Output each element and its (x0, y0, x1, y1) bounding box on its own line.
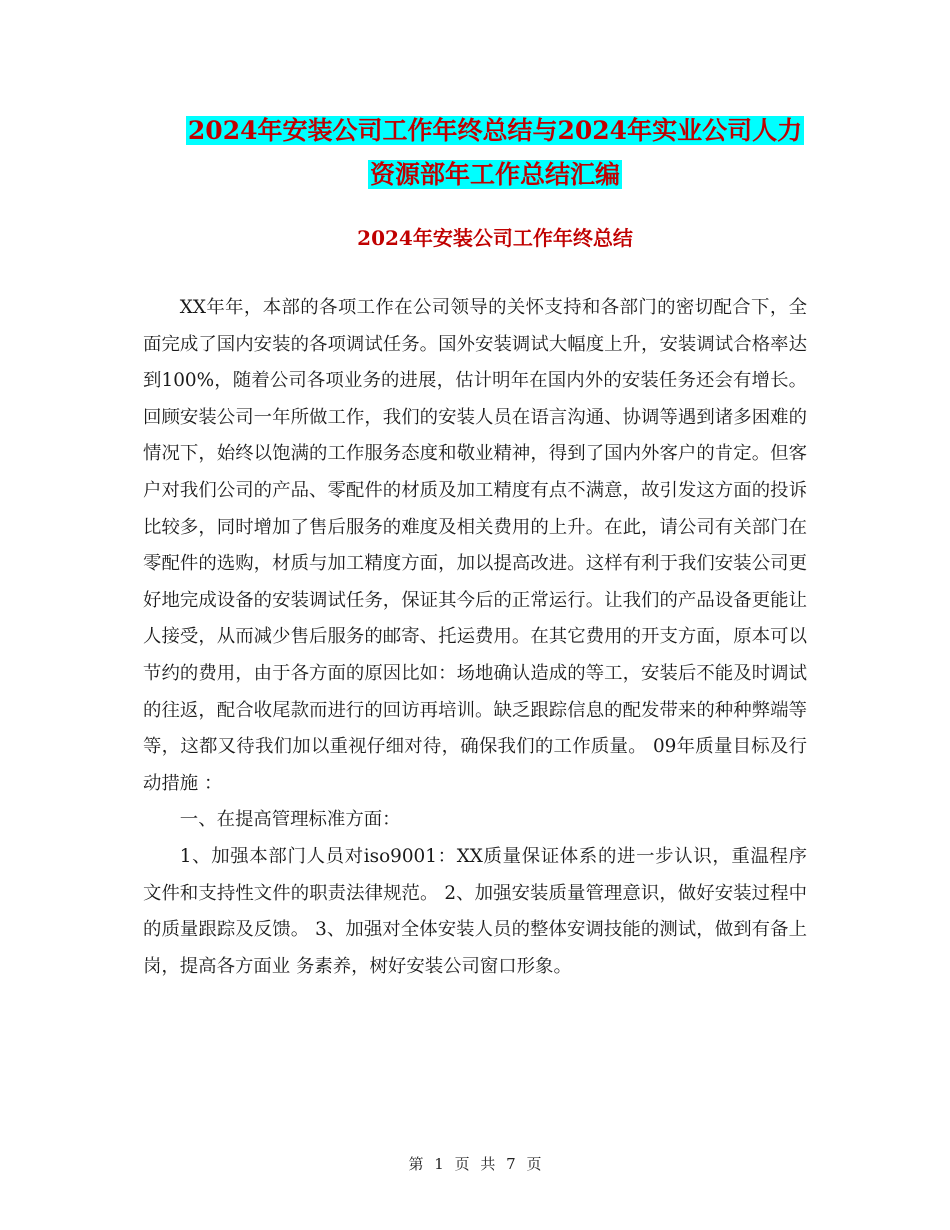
main-title-line-2-text: 资源部年工作总结汇编 (369, 160, 620, 189)
main-title-line-1-text: 2024年安装公司工作年终总结与2024年实业公司人力 (187, 116, 803, 145)
main-title-line-2 (140, 152, 850, 198)
main-title-line-1 (140, 108, 850, 154)
page-footer: 第 1 页 共 7 页 (408, 1155, 542, 1173)
paragraph: 一、在提高管理标准方面： (179, 809, 401, 831)
section-title: 2024年安装公司工作年终总结 (357, 226, 633, 250)
body-text (143, 290, 807, 985)
paragraph: XX年年，本部的各项工作在公司领导的关怀支持和各部门的密切配合下，全面完成了国内安装的各项调试任务。国外安装调试大幅度上升，安装调试合格率达到100%，随着公司各项业务的进展，估计明年在国内外的安装任务还会有增长。 回顾安装公司一年所做工作，我们的安装人员在语言沟通、协调等遇到诸多困难的情况下，始终以饱满的工作服务态度和敬业精神，得到了国内外客户的肯定。但客户对我们公司的产品、零配件的材质及加工精度有点不满意，故引发这方面的投诉比较多，同时增加了售后服务的难度及相关费用的上升。在此，请公司有关部门在零配件的选购，材质与加工精度方面，加以提高改进。这样有利于我们安装公司更好地完成设备的安装调试任务，保证其今后的正常运行。让我们的产品设备更能让人接受，从而减少售后服务的邮寄、托运费用。在其它费用的开支方面，原本可以节约的费用，由于各方面的原因比如：场地确认造成的等工，安装后不能及时调试的往返，配合收尾款而进行的回访再培训。缺乏跟踪信息的配发带来的种种弊端等等，这都又待我们加以重视仔细对待，确保我们的工作质量。 09年质量目标及行动措施 ： (143, 297, 807, 794)
paragraph: 1、加强本部门人员对iso9001：XX质量保证体系的进一步认识，重温程序 文件和支持性文件的职责法律规范。 2、加强安装质量管理意识，做好安装过程中的质量跟踪及反馈。 3、加强对全体安装人员的整体安调技能的测试，做到有备上岗，提高各方面业 务素养，树好安装公司窗口形象。 (143, 845, 807, 977)
